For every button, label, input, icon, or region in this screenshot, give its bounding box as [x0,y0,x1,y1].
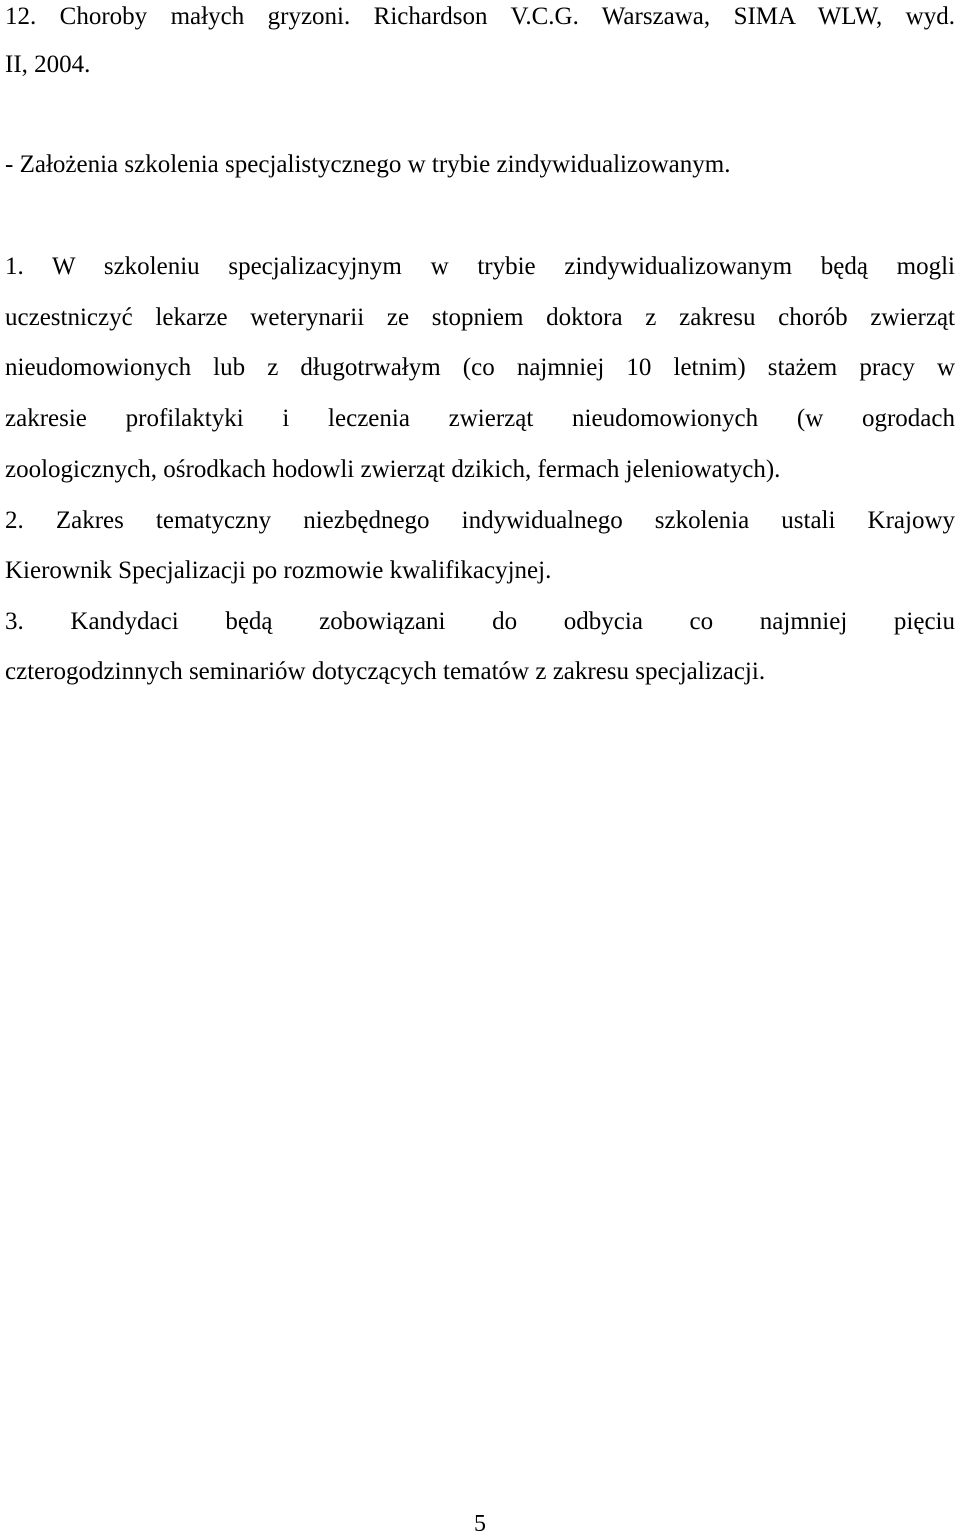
page-number: 5 [474,1511,486,1537]
item-1-line-2: uczestniczyć lekarze weterynarii ze stopniem doktora z zakresu chorób zwierząt [5,304,955,331]
item-2-line-1: 2. Zakres tematyczny niezbędnego indywidualnego szkolenia ustali Krajowy [5,507,955,534]
item-1-line-3: nieudomowionych lub z długotrwałym (co najmniej 10 letnim) stażem pracy w [5,354,955,381]
reference-line-1: 12. Choroby małych gryzoni. Richardson V.C.G. Warszawa, SIMA WLW, wyd. [5,3,955,30]
item-1-line-5: zoologicznych, ośrodkach hodowli zwierząt dzikich, fermach jeleniowatych). [5,456,781,483]
item-2-line-2: Kierownik Specjalizacji po rozmowie kwalifikacyjnej. [5,557,552,584]
item-3-line-2: czterogodzinnych seminariów dotyczących tematów z zakresu specjalizacji. [5,658,766,685]
reference-line-2: II, 2004. [5,51,91,78]
section-heading: - Założenia szkolenia specjalistycznego w trybie zindywidualizowanym. [5,151,731,178]
item-1-line-1: 1. W szkoleniu specjalizacyjnym w trybie zindywidualizowanym będą mogli [5,253,955,280]
item-3-line-1: 3. Kandydaci będą zobowiązani do odbycia co najmniej pięciu [5,608,955,635]
item-1-line-4: zakresie profilaktyki i leczenia zwierząt nieudomowionych (w ogrodach [5,405,955,432]
